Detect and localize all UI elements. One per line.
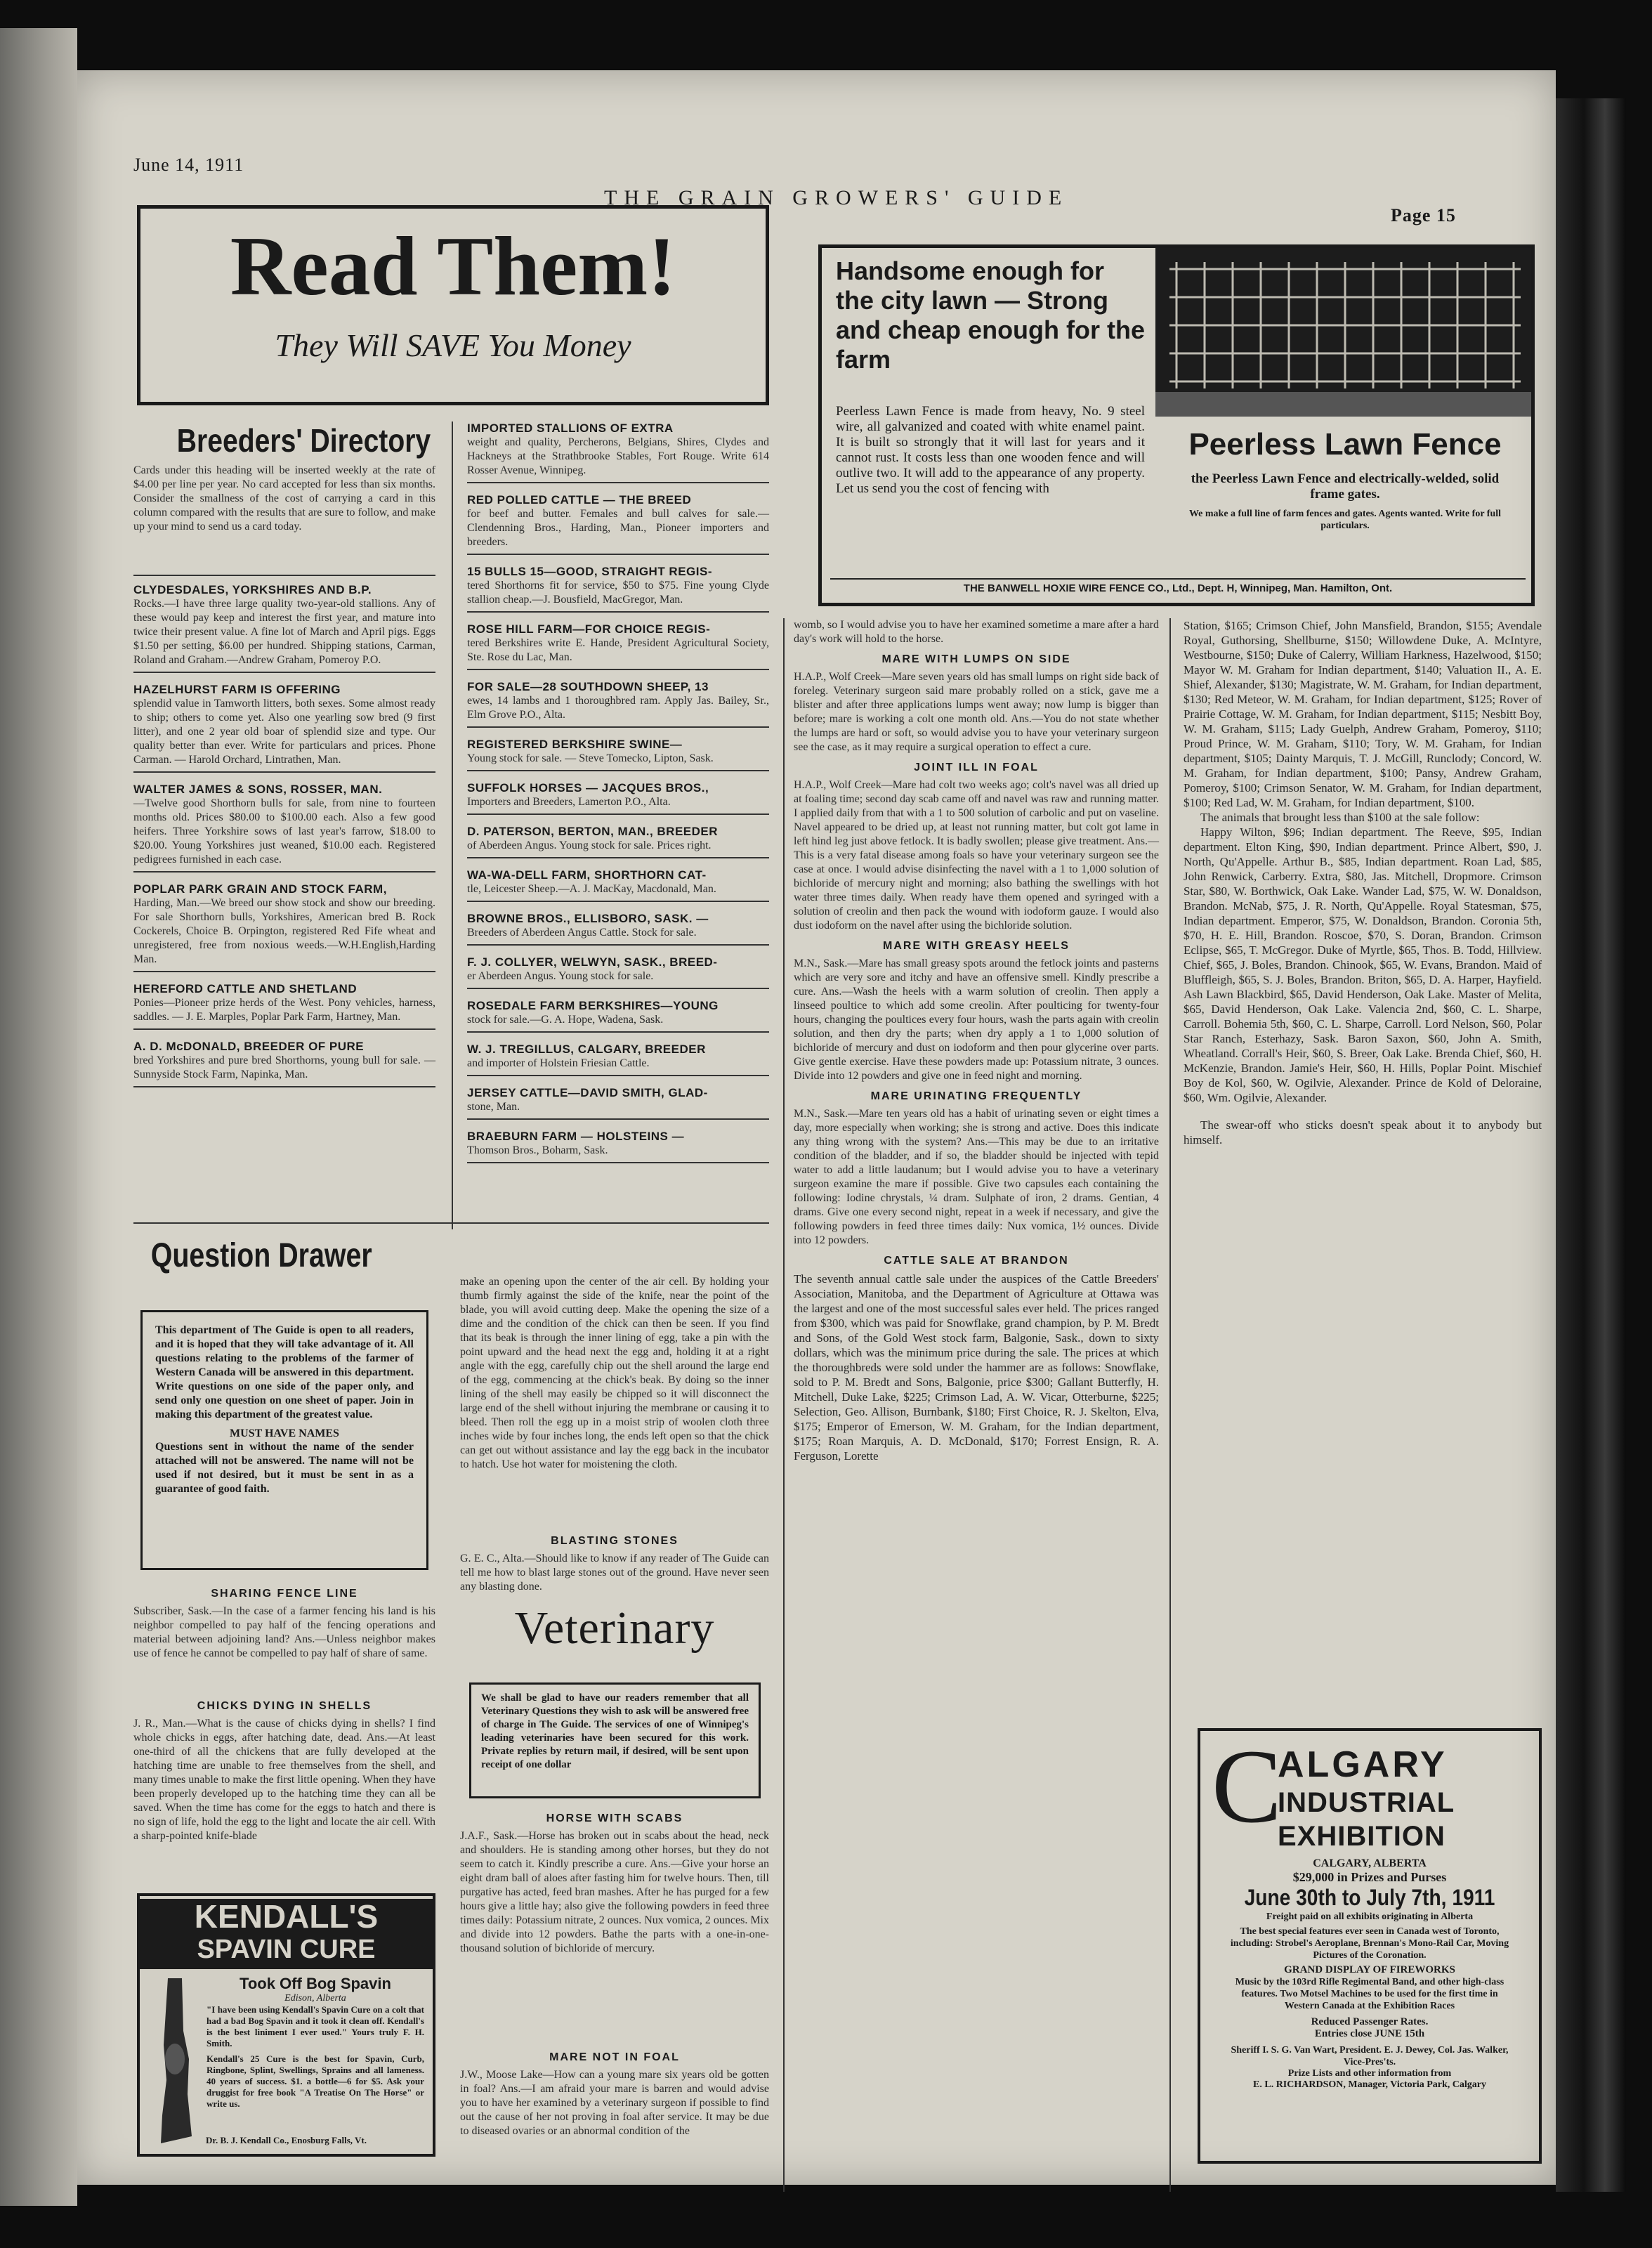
breeder-card-rule [467, 1162, 769, 1163]
breeder-card-heading: POPLAR PARK GRAIN AND STOCK FARM, [133, 882, 387, 896]
breeder-card-body: —Twelve good Shorthorn bulls for sale, from nine to fourteen months old. Prices $80.00 to $100.00 each. Also a few good heifers. Three Yorkshire sows of last year's farrow, $18.00 to $20.00. Young Yorkshires just weaned, $10.00 each. Registered pedigrees furnished in each case. [133, 797, 435, 865]
breeder-card-heading: WA-WA-DELL FARM, SHORTHORN CAT- [467, 868, 707, 882]
breeder-card-heading: ROSEDALE FARM BERKSHIRES—YOUNG [467, 999, 719, 1012]
peerless-small-print: We make a full line of farm fences and gates. Agents wanted. Write for full particulars. [1188, 509, 1502, 531]
breeder-card-rule [467, 669, 769, 670]
breeder-card-heading: 15 BULLS 15—GOOD, STRAIGHT REGIS- [467, 565, 712, 578]
breeder-card [467, 738, 769, 771]
breeders-directory-title: Breeders' Directory [176, 422, 431, 459]
breeders-intro: Cards under this heading will be inserted weekly at the rate of $4.00 per line per year. No card accepted for less than six months. Consider the smallness of the cost of carrying a card in this column compared with the results that are sure to follow, and make up your mind to send us a card today. [133, 464, 435, 532]
swear-off-filler: The swear-off who sticks doesn't speak about it to anybody but himself. [1184, 1118, 1542, 1146]
breeder-card-heading: RED POLLED CATTLE — THE BREED [467, 493, 692, 507]
breeder-card [467, 781, 769, 815]
breeder-card [133, 1040, 435, 1087]
article-heading: SHARING FENCE LINE [211, 1588, 358, 1600]
breeder-card-body: Rocks.—I have three large quality two-year-old stallions. Any of these would pay keep and interest the first year, and mature into twice their present value. A fine lot of March and April pigs. Eggs $1.50 per setting, $6.00 per hundred. Shipping stations, Carman, Roland and Graham.—Andrew Graham, Pomeroy P.O. [133, 598, 435, 666]
article-body: J.A.F., Sask.—Horse has broken out in scabs about the head, neck and shoulders. He is standing among other horses, but they do not seem to catch it. Kindly prescribe a cure. Ans.—Give your horse an eight dram ball of aloes after fasting him for twelve hours. Then, till purgative has acted, feed bran mashes. After he has purged for a few hours give a little hay; also give the following powders in feed three times daily: Potassium nitrate, 2 ounces. Nux vomica, 2 ounces. Mix and divide into 12 powders. Bathe the parts with a one-in-one-thousand solution of bichloride of mercury. [460, 1830, 769, 1954]
kendalls-place: Edison, Alberta [284, 1993, 346, 2004]
breeder-card [467, 1086, 769, 1120]
calgary-name: ALGARY [1278, 1744, 1448, 1785]
breeder-card [133, 982, 435, 1030]
breeder-card-heading: A. D. McDONALD, BREEDER OF PURE [133, 1040, 365, 1053]
column-rule [783, 618, 785, 2192]
kendalls-title: KENDALL'S [194, 1898, 379, 1935]
breeder-card-rule [133, 1028, 435, 1030]
horse-scabs-article [460, 1805, 769, 1956]
kendalls-banner [140, 1899, 433, 1969]
breeder-card-rule [467, 1075, 769, 1076]
kendalls-text [206, 1975, 424, 2110]
article-heading: MARE WITH GREASY HEELS [883, 940, 1070, 952]
breeder-card-rule [467, 554, 769, 555]
calgary-exhibition-ad [1198, 1728, 1542, 2164]
kendalls-spavin-cure-ad [137, 1893, 435, 2157]
article-heading: CATTLE SALE AT BRANDON [884, 1255, 1069, 1267]
kendalls-sub: Took Off Bog Spavin [240, 1975, 391, 1992]
breeder-card-heading: ROSE HILL FARM—FOR CHOICE REGIS- [467, 622, 711, 636]
column-four [1184, 618, 1542, 1147]
breeder-card-heading: F. J. COLLYER, WELWYN, SASK., BREED- [467, 955, 718, 969]
breeder-card-body: Young stock for sale. — Steve Tomecko, Lipton, Sask. [467, 752, 714, 764]
breeder-card [467, 422, 769, 483]
breeder-card-heading: CLYDESDALES, YORKSHIRES AND B.P. [133, 583, 372, 596]
horse-leg-picture [147, 1975, 203, 2150]
article-body: H.A.P., Wolf Creek—Mare seven years old has small lumps on right side back of foreleg. Veterinary surgeon said mare probably rolled on a stick, gave me a blister and after three applications lumps went away; now lump is bigger than before; mare is working a colt one month old. Ans.—You do not state whether the lumps are hard or soft, so would advise you to have your veterinary surgeon see the case, as it may require a surgical operation to effect a cure. [794, 671, 1159, 753]
breeder-card-body: stock for sale.—G. A. Hope, Wadena, Sask. [467, 1014, 664, 1026]
calgary-freight: Freight paid on all exhibits originating in Alberta [1266, 1912, 1474, 1922]
column-rule [1169, 618, 1171, 2192]
veterinary-notice-text: We shall be glad to have our readers remember that all Veterinary Questions they wish to ask will be answered free of charge in The Guide. The services of one of Winnipeg's leading veterinaries have been secured for this work. Private replies by return mail, if desired, will be sent upon receipt of one dollar [481, 1692, 749, 1770]
calgary-prizes: $29,000 in Prizes and Purses [1292, 1870, 1447, 1884]
calgary-officers: Sheriff I. S. G. Van Wart, President. E. J. Dewey, Col. Jas. Walker, Vice-Pres'ts. [1231, 2045, 1509, 2067]
veterinary-notice [469, 1682, 761, 1798]
article-body: Subscriber, Sask.—In the case of a farmer fencing his land is his neighbor compelled to pay half of the fencing operations and material between adjoining land? Ans.—Unless neighbor makes use of fence he cannot be compelled to pay half of share of same. [133, 1605, 435, 1659]
breeder-card [467, 825, 769, 858]
breeder-card [467, 1043, 769, 1076]
section-divider [133, 1222, 769, 1224]
peerless-body: Peerless Lawn Fence is made from heavy, No. 9 steel wire, all galvanized and coated with white enamel paint. It is built so strongly that it will last for years and it cannot rust. It costs less than one wooden fence and will outlive two. It will add to the appearance of any property. Let us send you the cost of fencing with [836, 404, 1145, 496]
kendalls-testimonial: "I have been using Kendall's Spavin Cure on a colt that had a bad Bog Spavin and it took it clean off. Kendall's is the best liniment I ever used." Yours truly F. H. Smith. [206, 2004, 424, 2048]
breeder-card-rule [467, 988, 769, 989]
breeder-card-rule [133, 871, 435, 873]
breeder-card-heading: HEREFORD CATTLE AND SHETLAND [133, 982, 358, 995]
peerless-headline: Handsome enough for the city lawn — Strong and cheap enough for the farm [836, 256, 1146, 374]
article-body: M.N., Sask.—Mare has small greasy spots around the fetlock joints and pasterns which are very sore and itchy and have an offensive smell. Kindly prescribe a cure. Ans.—Wash the heels with a warm solution of creolin. Then apply a linseed poultice to which add some creolin. After poulticing for twenty-four hours, changing the poultices every four hours, wash the parts again with creolin solution, and then dry the parts; when dry apply a 1 to 1,000 solution of bichloride of mercury and dust on iodoform and then pour glycerine over parts. Give gentle exercise. Have these powders made up: Potassium nitrate, 3 ounces. Divide into 12 powders and give one in feed night and morning. [794, 958, 1159, 1082]
must-have-names-text: Questions sent in without the name of the sender attached will not be answered. The name will not be used if not desired, but it must be sent in as a guarantee of good faith. [155, 1441, 414, 1495]
read-them-title: Read Them! [230, 219, 676, 313]
calgary-details [1200, 1857, 1539, 2091]
breeder-card-heading: D. PATERSON, BERTON, MAN., BREEDER [467, 825, 719, 838]
veterinary-title: Veterinary [514, 1602, 715, 1654]
breeder-card [467, 868, 769, 902]
breeder-card-body: Ponies—Pioneer prize herds of the West. Pony vehicles, harness, saddles. — J. E. Marples, Poplar Park Farm, Hartney, Man. [133, 997, 435, 1023]
article-body: J. R., Man.—What is the cause of chicks dying in shells? I find whole chicks in eggs, after hatching date, dead. Ans.—At least one-third of all the chickens that are fully developed at the hatching time are unable to free themselves from the shell, and many times unable to make the first little opening. When they have been properly developed up to the hatching time they can all be saved. When the time has come for the eggs to hatch and there is no sign of life, hold the egg to the light and locate the air cell. With a sharp-pointed knife-blade [133, 1718, 435, 1842]
page-number: Page 15 [1391, 205, 1456, 226]
calgary-prize-lists: Prize Lists and other information from [1287, 2068, 1452, 2079]
breeder-card-rule [467, 1118, 769, 1120]
column-three [794, 618, 1159, 1463]
calgary-industrial: INDUSTRIAL [1278, 1787, 1455, 1818]
calgary-rates: Reduced Passenger Rates. [1311, 2016, 1429, 2027]
breeder-card [133, 882, 435, 972]
kendalls-body: Kendall's 25 Cure is the best for Spavin, Curb, Ringbone, Splint, Swellings, Sprains and all lameness. 40 years of success. $1. a bottle—6 for $5. Ask your druggist for free book "A Treatise On The Horse" or write us. [206, 2053, 424, 2109]
breeder-card-rule [467, 944, 769, 946]
breeder-card [467, 622, 769, 670]
breeder-card-body: er Aberdeen Angus. Young stock for sale. [467, 970, 654, 982]
kendalls-footer: Dr. B. J. Kendall Co., Enosburg Falls, Vt. [206, 2135, 367, 2145]
must-have-names-head: MUST HAVE NAMES [230, 1427, 339, 1439]
breeder-card-rule [467, 770, 769, 771]
breeder-card-body: tered Shorthorns fit for service, $50 to $75. Fine young Clyde stallion cheap.—J. Bousfield, MacGregor, Man. [467, 580, 769, 606]
publication-title: THE GRAIN GROWERS' GUIDE [604, 186, 1069, 209]
calgary-fireworks: GRAND DISPLAY OF FIREWORKS [1284, 1964, 1455, 1975]
blasting-stones-article [460, 1528, 769, 1594]
adjacent-page-edge [0, 28, 77, 2206]
breeder-card-rule [467, 901, 769, 902]
peerless-tagline: the Peerless Lawn Fence and electrically-welded, solid frame gates. [1191, 471, 1500, 502]
calgary-entries: Entries close JUNE 15th [1314, 2028, 1425, 2039]
breeder-card-rule [467, 857, 769, 858]
breeder-card-body: Thomson Bros., Boharm, Sask. [467, 1144, 608, 1156]
breeder-card-rule [467, 813, 769, 815]
calgary-music: Music by the 103rd Rifle Regimental Band, and other high-class features. Two Motsel Machines to be used for the first time in Western Canada at the Exhibition Races [1235, 1977, 1504, 2011]
breeder-card-body: splendid value in Tamworth litters, both sexes. Some almost ready to ship; others to come yet. Also one yearling sow bred (9 first litter), and one 2 year old boar of splendid size and type. Our quality better than ever. Write for particulars and prices. Phone Carman. — Harold Orchard, Lintrathen, Man. [133, 698, 435, 766]
breeder-card-heading: W. J. TREGILLUS, CALGARY, BREEDER [467, 1043, 706, 1056]
calgary-big-letter: C [1212, 1728, 1283, 1845]
peerless-fence-ad [818, 244, 1535, 606]
article-heading: CHICKS DYING IN SHELLS [197, 1700, 372, 1712]
article-body: H.A.P., Wolf Creek—Mare had colt two weeks ago; colt's navel was all dried up at foaling time; second day scab came off and navel was raw and running matter. I applied daily from that with a 1 to 500 solution of carbolic and put on vaseline. Navel appeared to be dried up, at least not running matter, but colt got lame in left hind leg just above fetlock. It is badly swollen; please give treatment. Ans.—This is a very fatal disease among foals so have your veterinary surgeon see the case at once. I would advise disinfecting the navel with a 1 to 1,000 solution of bichloride of mercury night and morning; also bathing the swellings with hot water three times daily. When ready have them opened and syringed with a solution of creolin and then pack the wound with iodoform gauze. I would also dust iodoform on the navel after using the bichloride solution. [794, 779, 1159, 932]
issue-date: June 14, 1911 [133, 155, 244, 175]
article-body: G. E. C., Alta.—Should like to know if any reader of The Guide can tell me how to blast large stones out of the ground. Have never seen any blasting done. [460, 1553, 769, 1593]
question-drawer-title: Question Drawer [150, 1237, 372, 1274]
article-heading: HORSE WITH SCABS [546, 1812, 683, 1824]
breeders-left-column [133, 583, 435, 1097]
breeder-card-body: tered Berkshires write E. Hande, President Agricultural Society, Ste. Rose du Lac, Man. [467, 637, 769, 663]
peerless-footer: THE BANWELL HOXIE WIRE FENCE CO., Ltd., Dept. H, Winnipeg, Man. Hamilton, Ont. [830, 578, 1526, 594]
breeder-card-body: stone, Man. [467, 1101, 520, 1113]
breeder-card-rule [467, 1031, 769, 1033]
breeder-card [467, 565, 769, 613]
question-drawer-notice [140, 1310, 428, 1570]
calgary-features: The best special features ever seen in Canada west of Toronto, including: Strobel's Aeroplane, Brennan's Mono-Rail Car, Moving Pictures of the Coronation. [1230, 1926, 1509, 1961]
peerless-brand: Peerless Lawn Fence [1188, 427, 1502, 462]
breeder-card [133, 583, 435, 673]
breeder-card-rule [133, 971, 435, 972]
article-heading: MARE WITH LUMPS ON SIDE [881, 653, 1071, 665]
breeder-card-rule [467, 726, 769, 728]
breeder-card-body: and importer of Holstein Friesian Cattle. [467, 1057, 650, 1069]
breeder-card-rule [133, 771, 435, 773]
breeder-card-heading: WALTER JAMES & SONS, ROSSER, MAN. [133, 783, 383, 796]
fence-illustration [1155, 248, 1531, 417]
column-rule [452, 422, 453, 1229]
article-heading: MARE URINATING FREQUENTLY [870, 1090, 1082, 1102]
breeder-card-body: Importers and Breeders, Lamerton P.O., Alta. [467, 796, 671, 808]
breeder-card [467, 912, 769, 946]
breeder-card [467, 999, 769, 1033]
cattle-sale-list: Happy Wilton, $96; Indian department. The Reeve, $95, Indian department. Elton King, $90, Indian department. Prince Albert, $90, J. North, Qu'Appelle. Arthur B., $85, Indian department. Roan Lad, $85, John Renwick, Carberry. Extra, $80, Jas. Mitchell, Dropmore. Crimson Star, $80, W. Borthwick, Oak Lake. Wander Lad, $75, W. W. Donaldson, Brandon. McNab, $75, J. R. North, Qu'Appelle. Royal Statesman, $75, Indian department. Emperor, $75, W. Donaldson, Brandon. Coronia 5th, $70, H. E. Hill, Brandon. Roscoe, $70, S. Doran, Brandon. Crimson Eclipse, $65, T. McGregor. Duke of Myrtle, $65, Thos. B. Todd, Hillview. Chief, $65, J. Boles, Brandon. Chinook, $65, W. Evans, Brandon. Maid of Bluffleigh, $65, S. J. Boles, Brandon. Briton, $65, D. A. Harper, Hayfield. Ash Lawn Blackbird, $65, David Henderson, Oak Lake. Master of Melita, $65, David Henderson, Oak Lake. Valencia 2nd, $60, C. L. Sharpe, Carroll. Bohemia 5th, $60, C. L. Sharpe, Carroll. Lord Nelson, $60, Polar Star Ranch, Esterhazy, Sask. Baron Saxon, $60, John A. Smith, Wheatland. Corrall's Heir, $60, S. Breer, Oak Lake. Brenda Chief, $60, H. McKenzie, Brandon. Jamie's Heir, $60, H. Hills, Poplar Point. Mischief Boy de Kol, $60, W. Ogilvie, Alexander. Prince de Kold of Deloraine, $60, Wm. Ogilvie, Alexander. [1184, 825, 1542, 1104]
breeder-card-body: for beef and butter. Females and bull calves for sale.—Clendenning Bros., Harding, Man., Pioneer importers and breeders. [467, 508, 769, 548]
article-body: M.N., Sask.—Mare ten years old has a habit of urinating seven or eight times a day, more especially when working; she is strong and active. Does this indicate any thing wrong with the system? Ans.—This may be due to an irritative condition of the bladder, and if so, the bladder should be injected with tepid water to add a little laudanum; but I would advise you to have a veterinary surgeon examine the mare if possible. Give two capsules each containing the following: Iodine chrystals, ¼ dram. Sulphate of iron, 2 drams. Gentian, 4 drams. Give one every second night, repeat in a week if necessary, and give the following powders in feed three times daily: Nux vomica, 1½ ounces. Divide into 12 powders. [794, 1108, 1159, 1246]
article-body: The seventh annual cattle sale under the auspices of the Cattle Breeders' Association, Manitoba, and the Department of Agriculture at Ottawa was the largest and one of the most successful sales ever held. The prices ranged from $300, which was paid for Snowflake, grand champion, by P. M. Bredt and Sons, of the Gold West stock farm, Balgonie, Sask., down to sixty dollars, which was the minimum price during the sale. The prices at which the thoroughbreds were sold under the hammer are as follows: Snowflake, sold to P. M. Bredt and Sons, Balgonie, price $300; Gallant Butterfly, H. Mitchell, Duke Lake, $225; Crimson Lad, A. W. Vicar, Otterburne, $225; Selection, Geo. Allison, Burnbank, $180; First Choice, R. J. Skelton, Elva, $175; Emperor of Emerson, W. M. Graham, for the Indian department, $175; Roan Marquis, A. D. McDonald, $170; Forrest Ensign, R. A. Ferguson, Lorette [794, 1272, 1159, 1463]
fence-picture [1155, 248, 1531, 417]
article-body: J.W., Moose Lake—How can a young mare six years old be gotten in foal? Ans.—I am afraid your mare is barren and would advise you to have her examined by a veterinary surgeon if possible to find out the cause of her not proving in foal after service. It may be due to diseased ovaries or an abnormal condition of the [460, 2069, 769, 2137]
chicks-continued: make an opening upon the center of the air cell. By holding your thumb firmly against the side of the knife, near the point of the blade, you will avoid cutting deep. Make the opening the size of a dime and the condition of the chick can then be seen. If you find that its beak is through the inner lining of egg, take a pin with the point upward and the head next the egg and, holding it at a right angle with the egg, carefully chip out the shell around the large end of the egg, commencing at the chick's beak. By doing so the inner lining of the shell may easily be chipped so it will disconnect the large end of the shell without injuring the membrane or causing it to bleed. Then roll the egg up in a moist strip of woolen cloth three inches wide by four inches long, the ends left open so that the chick can get out without assistance and lay the egg back in the incubator to hatch. Use hot water for moistening the cloth. [460, 1276, 769, 1470]
breeder-card-rule [467, 482, 769, 483]
breeder-card-heading: REGISTERED BERKSHIRE SWINE— [467, 738, 683, 751]
cattle-sale-continued: Station, $165; Crimson Chief, John Mansfield, Brandon, $155; Avendale Royal, Guthorsing, Shellburne, $150; Willowdene Duke, A. McIntyre, Westbourne, $150; Duke of Calerry, William Harkness, Hazelwood, $150; Mayor W. M. Graham for Indian department, $140; Valuation II., A. E. Shief, Alexander, $130; Magistrate, W. M. Graham, for Indian department, $130; Red Meteor, W. M. Graham, for Indian department, $125; Rover of Prairie Cottage, W. M. Graham, for Indian department, $115; Nesbitt Boy, W. M. Graham, $115; Lady Guelph, Andrew Graham, Pomeroy, $110; Proud Prince, W. M. Graham, $110; Tory, W. M. Graham, for Indian department, $105; Dainty Marquis, T. J. McGill, Runclody; Concord, W. M. Graham, for Indian department, $100; Pansy, Andrew Graham, Pomeroy, $100; Crimson Senator, W. M. Graham, for Indian department, $100; Red Lad, W. M. Graham, for Indian department, $100. [1184, 619, 1542, 809]
calgary-place: CALGARY, ALBERTA [1313, 1857, 1427, 1869]
cattle-sale-under-100: The animals that brought less than $100 at the sale follow: [1200, 811, 1480, 824]
breeder-card [467, 955, 769, 989]
breeder-card [467, 493, 769, 555]
breeder-card-body: ewes, 14 lambs and 1 thoroughbred ram. Apply Jas. Bailey, Sr., Elm Grove P.O., Alta. [467, 695, 769, 721]
breeder-card-rule [133, 672, 435, 673]
breeder-card-body: weight and quality, Percherons, Belgians, Shires, Clydes and Hackneys at the Strathbrooke Stables, Fort Rouge. Write 614 Rosser Avenue, Winnipeg. [467, 436, 769, 476]
article-heading: JOINT ILL IN FOAL [914, 762, 1039, 773]
breeder-card-body: Breeders of Aberdeen Angus Cattle. Stock for sale. [467, 927, 697, 939]
breeder-card-heading: HAZELHURST FARM IS OFFERING [133, 683, 341, 696]
breeder-card-body: of Aberdeen Angus. Young stock for sale. Prices right. [467, 839, 712, 851]
breeder-card-rule [467, 611, 769, 613]
chicks-article [133, 1693, 435, 1843]
notice-text: This department of The Guide is open to all readers, and it is hoped that they will take advantage of it. All questions relating to the problems of the farmer of Western Canada will be answered in this department. Write questions on one side of the paper only, and send only one question on one sheet of paper. Join in making this department of the greatest value. [155, 1324, 414, 1420]
calgary-dates: June 30th to July 7th, 1911 [1244, 1885, 1495, 1910]
breeder-card-heading: IMPORTED STALLIONS OF EXTRA [467, 422, 674, 435]
breeder-card-body: Harding, Man.—We breed our show stock and show our breeding. For sale Shorthorn bulls, Yorkshires, American bred B. Rock Cockerels, Choice B. Orpington, registered Red Fife wheat and unregistered, free from noxious weeds.—W.H.English,Harding Man. [133, 897, 435, 965]
breeder-card-rule [133, 1086, 435, 1087]
breeder-card-heading: FOR SALE—28 SOUTHDOWN SHEEP, 13 [467, 680, 709, 693]
breeder-card [133, 783, 435, 873]
sharing-fence-article [133, 1581, 435, 1661]
kendalls-subtitle: SPAVIN CURE [197, 1935, 376, 1964]
newspaper-page [77, 70, 1556, 2185]
calgary-manager: E. L. RICHARDSON, Manager, Victoria Park, Calgary [1253, 2079, 1486, 2090]
breeder-card-body: tle, Leicester Sheep.—A. J. MacKay, Macdonald, Man. [467, 883, 716, 895]
breeder-card [133, 683, 435, 773]
calgary-exhibition: EXHIBITION [1278, 1821, 1446, 1852]
breeder-card-heading: JERSEY CATTLE—DAVID SMITH, GLAD- [467, 1086, 708, 1099]
breeder-card-heading: BROWNE BROS., ELLISBORO, SASK. — [467, 912, 709, 925]
book-binding [1556, 98, 1626, 2192]
breeder-card-body: bred Yorkshires and pure bred Shorthorns, young bull for sale. — Sunnyside Stock Farm, Napinka, Man. [133, 1054, 435, 1080]
read-them-box [137, 205, 769, 405]
article-heading: BLASTING STONES [551, 1535, 678, 1547]
breeders-right-column [467, 422, 769, 1173]
read-them-subtitle: They Will SAVE You Money [275, 327, 631, 363]
breeder-card-heading: BRAEBURN FARM — HOLSTEINS — [467, 1130, 685, 1143]
breeder-card-heading: SUFFOLK HORSES — JACQUES BROS., [467, 781, 709, 795]
breeder-card [467, 1130, 769, 1163]
divider [133, 575, 435, 576]
mare-foal-continued: womb, so I would advise you to have her examined sometime a mare after a hard day's work will hold to the horse. [794, 619, 1159, 645]
article-heading: MARE NOT IN FOAL [549, 2051, 680, 2063]
mare-not-in-foal-article [460, 2044, 769, 2138]
breeder-card [467, 680, 769, 728]
